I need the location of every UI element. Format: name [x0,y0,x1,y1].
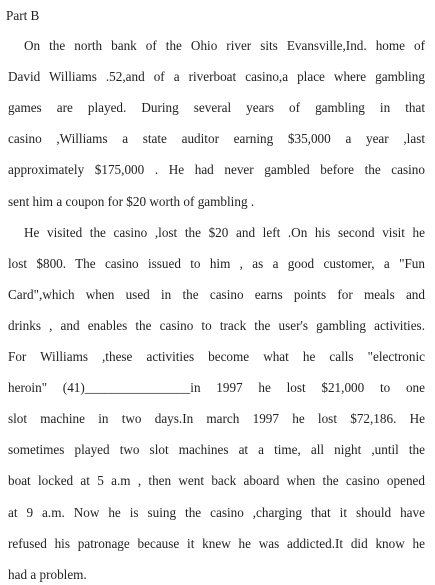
passage-line: Card",which when used in the casino earns points for meals and [8,286,425,302]
passage-line: refused his patronage because it knew he was addicted.It did know he [8,535,425,551]
passage-line: had a problem. [8,566,87,582]
passage-line: games are played. During several years of gambling in that [8,100,425,116]
passage-line: For Williams ,these activities become what he calls "electronic [8,349,425,364]
passage-line: lost $800. The casino issued to him , as a good customer, a "Fun [8,255,425,271]
passage-line: He visited the casino ,lost the $20 and left .On his second visit he [24,224,425,240]
passage-line: at 9 a.m. Now he is suing the casino ,charging that it should have [8,504,425,520]
passage-line: casino ,Williams a state auditor earning $35,000 a year ,last [8,131,425,147]
passage-line: heroin" (41)________________in 1997 he lost $21,000 to one [8,380,425,396]
passage-line: David Williams .52,and of a riverboat casino,a place where gambling [8,69,425,85]
passage-line: sometimes played two slot machines at a time, all night ,until the [8,442,425,458]
passage-line: On the north bank of the Ohio river sits Evansville,Ind. home of [24,38,425,53]
passage-line: slot machine in two days.In march 1997 he lost $72,186. He [8,411,425,427]
passage-line: boat locked at 5 a.m , then went back aboard when the casino opened [8,473,425,489]
passage-line: drinks , and enables the casino to track the user's gambling activities. [8,317,425,333]
section-heading: Part B [6,8,40,23]
passage-line: approximately $175,000 . He had never gambled before the casino [8,162,425,178]
passage-line: sent him a coupon for $20 worth of gambling . [8,193,255,209]
